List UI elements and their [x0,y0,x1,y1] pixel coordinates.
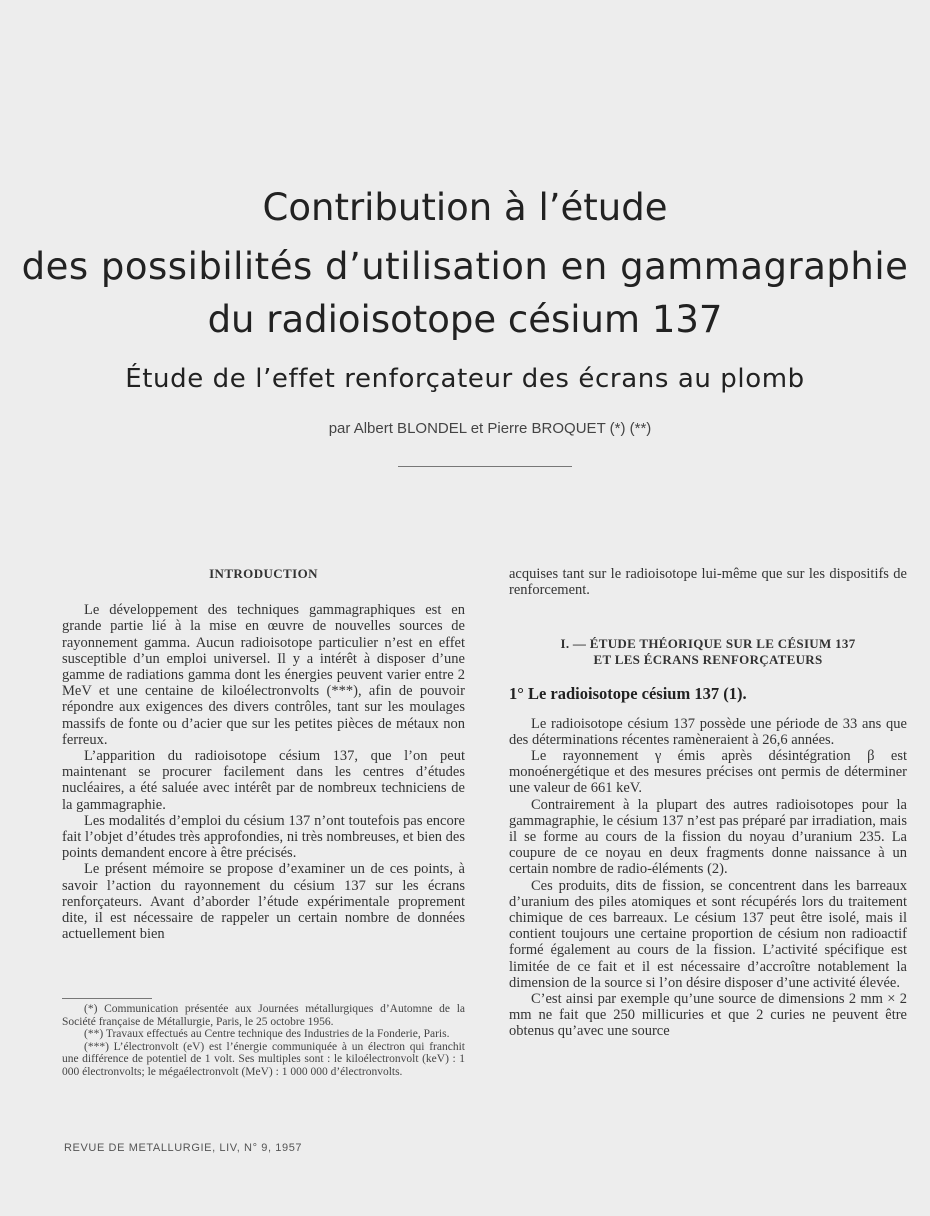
section-1-paragraph-3: Contrairement à la plupart des autres radioisotopes pour la gammagraphie, le césium 137 n’est pas préparé par irradiation, mais il se forme au cours de la fission du noyau d’uranium 235. La coupure de ce noyau en deux fragments donne naissance à un certain nombre de radio-éléments (2). [509,796,907,878]
footnote-divider [62,998,152,999]
title-line-1: Contribution à l’étude [262,186,668,229]
intro-paragraph-1: Le développement des techniques gammagraphiques est en grande partie lié à la mise en œuvre de nouvelles sources de rayonnement gamma. Aucun radioisotope particulier n’est en effet susceptible d’un emploi universel. Il y a intérêt à disposer d’une gamme de radiations gamma dont les énergies peuvent varier entre 2 MeV et une centaine de kiloélectronvolts (***), afin de pouvoir répondre aux exigences des divers contrôles, tant sur les moulages massifs de fonte ou d’acier que sur les petites pièces de métaux non ferreux. [62,602,465,748]
footnotes [62,1003,465,1079]
subtitle: Étude de l’effet renforçateur des écrans au plomb [125,364,805,394]
section-1-heading-line-2: ET LES ÉCRANS RENFORÇATEURS [593,652,823,668]
title-line-2: des possibilités d’utilisation en gammagraphie [21,245,909,288]
footnote-3: (***) L’électronvolt (eV) est l’énergie communiquée à un électron qui franchit une différence de potentiel de 1 volt. Ses multiples sont : le kiloélectronvolt (keV) : 1 000 électronvolts; le mégaélectronvolt (MeV) : 1 000 000 d’électronvolts. [62,1040,465,1078]
footnote-1: (*) Communication présentée aux Journées métallurgiques d’Automne de la Société française de Métallurgie, Paris, le 25 octobre 1956. [62,1003,465,1028]
intro-paragraph-3: Les modalités d’emploi du césium 137 n’ont toutefois pas encore fait l’objet d’études très approfondies, ni très nombreuses, et bien des points demandent encore à être précisés. [62,812,465,862]
section-1-paragraph-5: C’est ainsi par exemple qu’une source de dimensions 2 mm × 2 mm ne fait que 250 millicuries et que 2 curies ne peuvent être obtenus qu’avec une source [509,991,907,1040]
section-1-heading [509,636,907,668]
footnote-2: (**) Travaux effectués au Centre technique des Industries de la Fonderie, Paris. [84,1028,450,1041]
title-divider [398,466,572,467]
authors: par Albert BLONDEL et Pierre BROQUET (*) (**) [328,420,652,437]
intro-continuation: acquises tant sur le radioisotope lui-même que sur les dispositifs de renforcement. [509,566,907,599]
intro-paragraph-2: L’apparition du radioisotope césium 137, que l’on peut maintenant se procurer facilement dans les centres d’études nucléaires, a été saluée avec intérêt par de nombreux techniciens de la gammagraphie. [62,748,465,813]
right-column [509,566,907,1040]
section-1-subheading: 1° Le radioisotope césium 137 (1). [509,684,747,704]
introduction-heading: INTRODUCTION [209,566,318,581]
title-line-3: du radioisotope césium 137 [207,298,723,341]
section-1-heading-line-1: I. — ÉTUDE THÉORIQUE SUR LE CÉSIUM 137 [560,636,856,652]
intro-paragraph-4: Le présent mémoire se propose d’examiner un de ces points, à savoir l’action du rayonnement du césium 137 sur les écrans renforçateurs. Avant d’aborder l’étude expérimentale proprement dite, il est nécessaire de rappeler un certain nombre de données actuellement bien [62,861,465,943]
section-1-paragraph-1: Le radioisotope césium 137 possède une période de 33 ans que des déterminations récentes ramèneraient à 26,6 années. [509,715,907,748]
section-1-paragraph-2: Le rayonnement γ émis après désintégration β est monoénergétique et des mesures précises ont permis de déterminer une valeur de 661 keV. [509,748,907,797]
journal-citation: REVUE DE METALLURGIE, LIV, N° 9, 1957 [64,1142,303,1154]
section-1-paragraph-4: Ces produits, dits de fission, se concentrent dans les barreaux d’uranium des piles atomiques et sont récupérés lors du traitement chimique de ces barreaux. Le césium 137 peut être isolé, mais il contient toujours une certaine proportion de césium non radioactif formé également au cours de la fission. L’activité spécifique est limitée de ce fait et il est nécessaire d’accroître notablement la dimension de la source si l’on désire disposer d’une activité élevée. [509,877,907,991]
left-column [62,566,465,942]
